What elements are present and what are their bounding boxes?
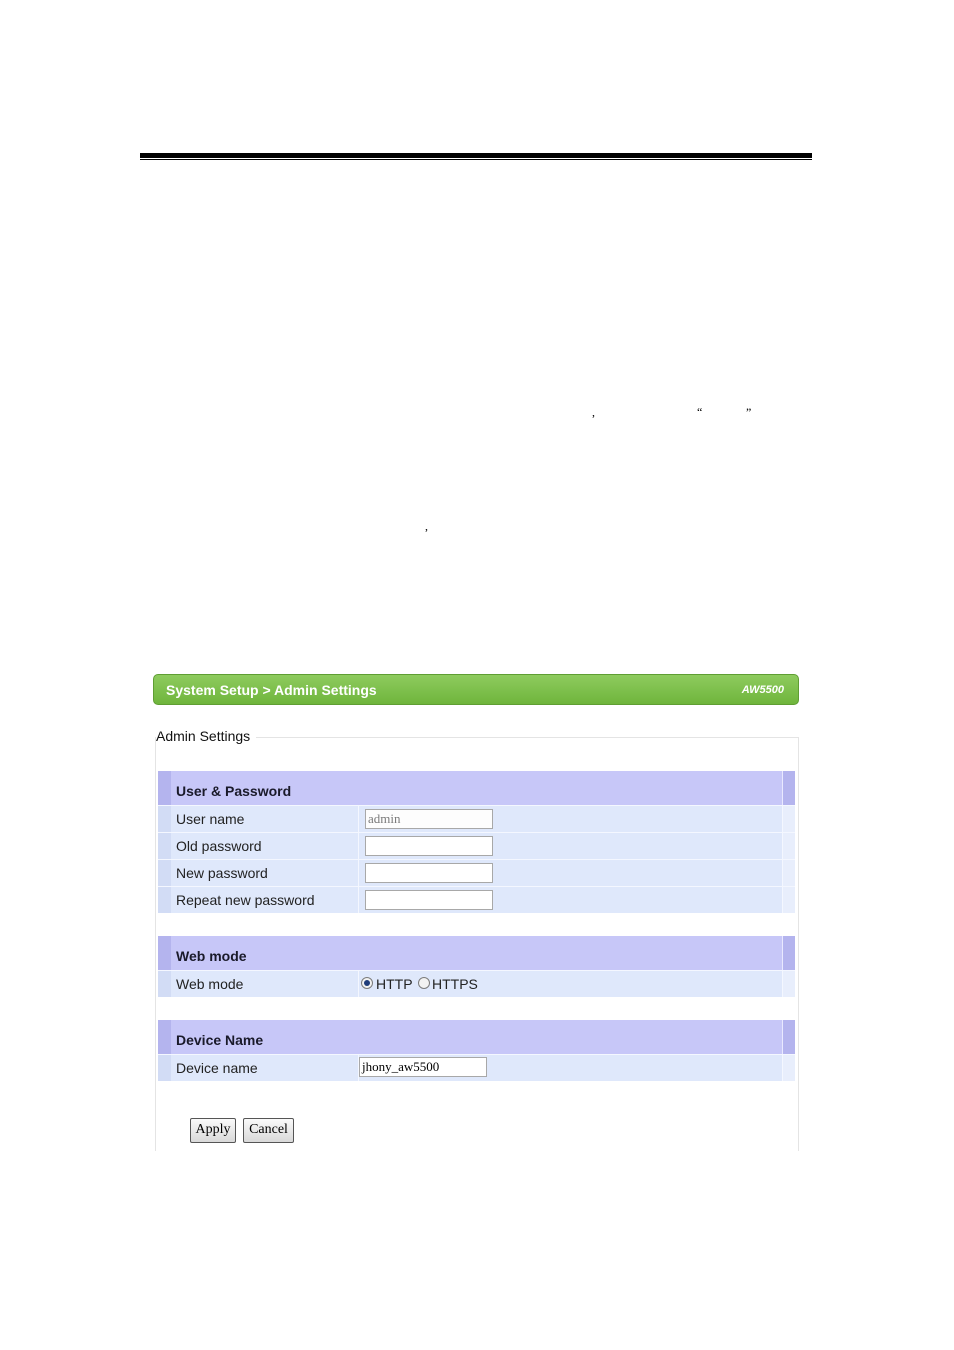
section-title: Web mode: [176, 948, 247, 964]
breadcrumb: System Setup > Admin Settings: [166, 682, 377, 698]
apply-button[interactable]: Apply: [190, 1118, 236, 1143]
stray-comma: ,: [425, 519, 428, 533]
fieldset-legend: Admin Settings: [156, 728, 256, 744]
device-name-input[interactable]: jhony_aw5500: [359, 1057, 487, 1077]
http-radio[interactable]: [361, 977, 373, 989]
user-name-label: User name: [176, 811, 245, 827]
new-password-label: New password: [176, 865, 268, 881]
stray-open-quote: “: [697, 405, 703, 419]
model-label: AW5500: [741, 684, 784, 696]
page-top-rule-thin: [140, 159, 812, 160]
section-header-user-password: [158, 771, 795, 805]
web-mode-label: Web mode: [176, 976, 244, 992]
old-password-label: Old password: [176, 838, 262, 854]
stray-close-quote: ”: [746, 405, 752, 419]
page-top-rule-thick: [140, 153, 812, 158]
repeat-password-input[interactable]: [365, 890, 493, 910]
repeat-password-label: Repeat new password: [176, 892, 315, 908]
user-name-input[interactable]: admin: [365, 809, 493, 829]
section-title: User & Password: [176, 783, 292, 799]
https-radio[interactable]: [418, 977, 430, 989]
https-radio-label[interactable]: HTTPS: [432, 976, 478, 992]
device-name-label: Device name: [176, 1060, 258, 1076]
old-password-input[interactable]: [365, 836, 493, 856]
new-password-input[interactable]: [365, 863, 493, 883]
stray-comma: ,: [592, 405, 595, 419]
cancel-button[interactable]: Cancel: [243, 1118, 294, 1143]
section-header-device-name: [158, 1020, 795, 1054]
section-title: Device Name: [176, 1032, 264, 1048]
page-header-bar: [153, 674, 799, 705]
section-header-web-mode: [158, 936, 795, 970]
http-radio-label[interactable]: HTTP: [376, 976, 413, 992]
